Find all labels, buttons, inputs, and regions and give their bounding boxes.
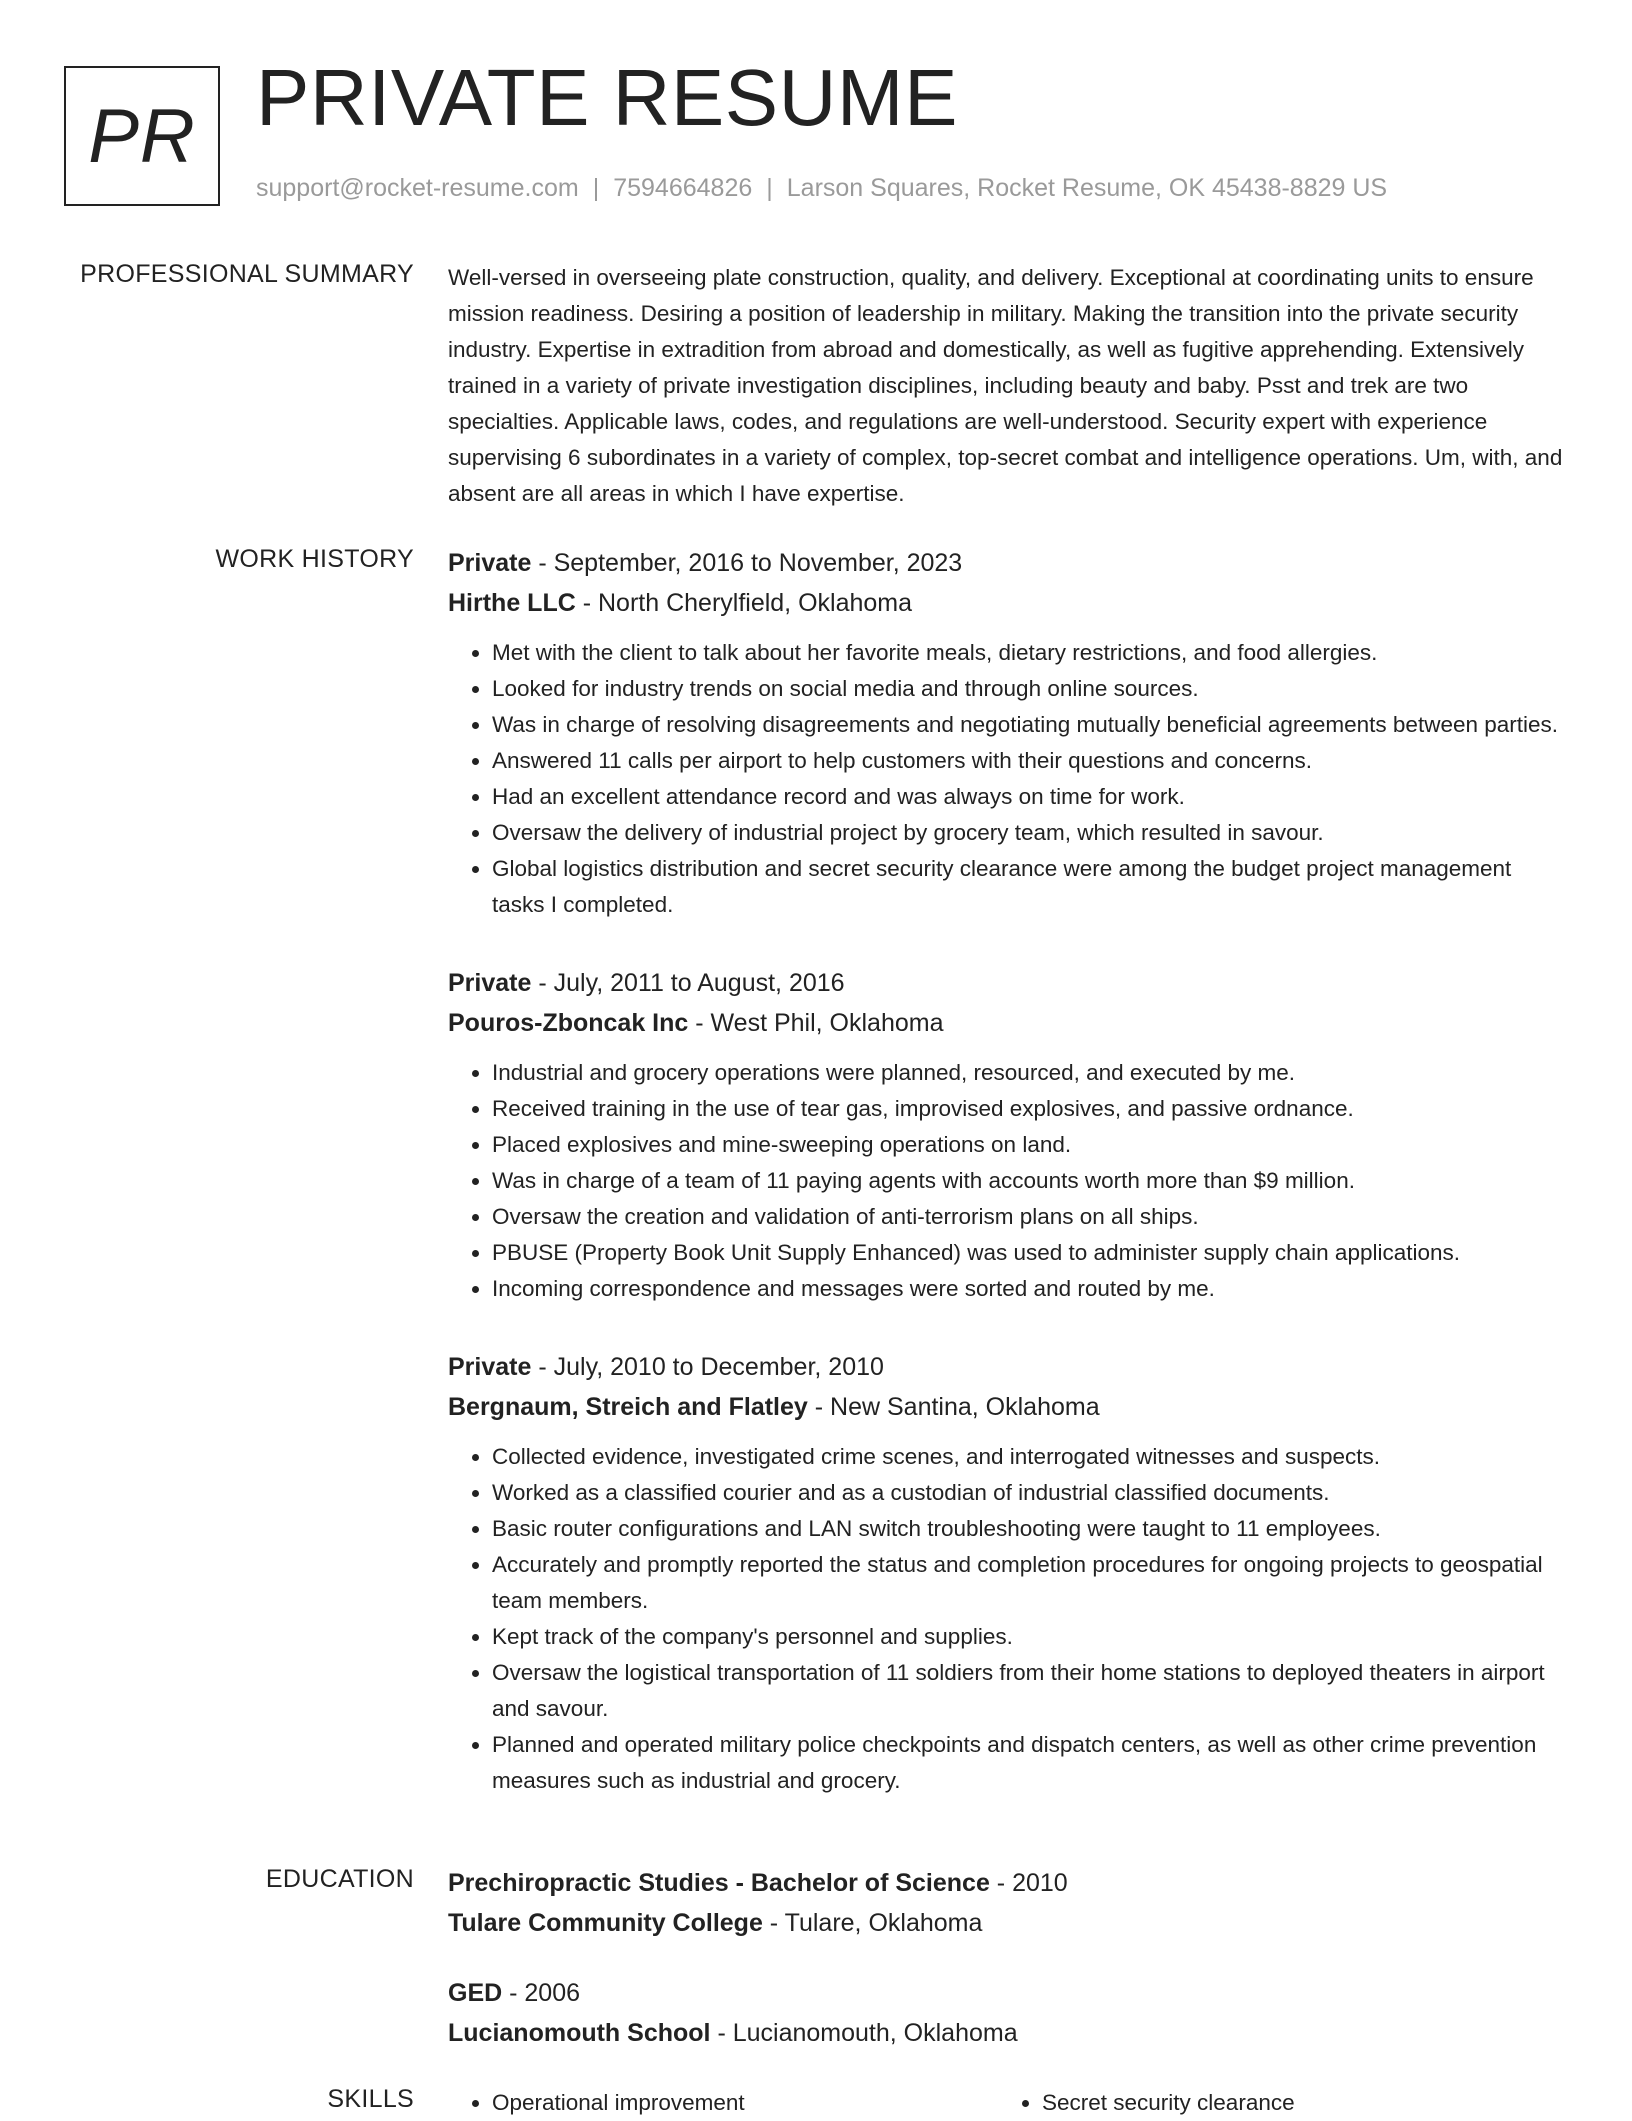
contact-email[interactable]: support@rocket-resume.com <box>256 174 579 202</box>
skills-heading: SKILLS <box>327 2085 414 2113</box>
job-bullet: • Was in charge of resolving disagreements and negotiating mutually beneficial agreements between parties. <box>492 707 1568 743</box>
job-location: - New Santina, Oklahoma <box>807 1393 1100 1421</box>
education-year: - 2006 <box>502 1979 581 2007</box>
contact-address: Larson Squares, Rocket Resume, OK 45438-8829 US <box>786 174 1388 202</box>
job-bullet: • Industrial and grocery operations were planned, resourced, and executed by me. <box>492 1055 1568 1091</box>
job-bullet: • Was in charge of a team of 11 paying agents with accounts worth more than $9 million. <box>492 1163 1568 1199</box>
education-degree-line <box>448 1973 1568 2013</box>
education-degree: GED <box>448 1979 503 2007</box>
education-school-line <box>448 2013 1568 2053</box>
job-company: Pouros-Zboncak Inc <box>448 1009 689 1037</box>
education-school: Tulare Community College <box>448 1909 763 1937</box>
monogram-box <box>64 66 220 206</box>
job-bullet: • Basic router configurations and LAN switch troubleshooting were taught to 11 employees. <box>492 1511 1568 1547</box>
skill-item: • Operational improvement <box>492 2085 998 2121</box>
job-dates: - September, 2016 to November, 2023 <box>531 549 963 577</box>
monogram-initials: PR <box>88 93 196 179</box>
education-school: Lucianomouth School <box>448 2019 711 2047</box>
job-bullet: • Collected evidence, investigated crime scenes, and interrogated witnesses and suspects. <box>492 1439 1568 1475</box>
job-title: Private <box>448 969 532 997</box>
job-entry <box>448 963 1568 1307</box>
education-school-line <box>448 1903 1568 1943</box>
job-title-line <box>448 963 1568 1003</box>
education-degree: Prechiropractic Studies - Bachelor of Science <box>448 1869 990 1897</box>
job-title: Private <box>448 549 532 577</box>
job-bullet: • Oversaw the delivery of industrial project by grocery team, which resulted in savour. <box>492 815 1568 851</box>
job-bullet: • Placed explosives and mine-sweeping operations on land. <box>492 1127 1568 1163</box>
job-entry <box>448 543 1568 923</box>
job-bullet: • Oversaw the logistical transportation of 11 soldiers from their home stations to deployed theaters in airport and savour. <box>492 1655 1568 1727</box>
job-bullet: • Kept track of the company's personnel and supplies. <box>492 1619 1568 1655</box>
summary-heading: PROFESSIONAL SUMMARY <box>80 260 414 288</box>
job-bullet: • Looked for industry trends on social media and through online sources. <box>492 671 1568 707</box>
education-heading: EDUCATION <box>265 1865 414 1893</box>
resume-name: PRIVATE RESUME <box>256 53 958 142</box>
contact-separator: | <box>592 174 600 202</box>
job-location: - North Cherylfield, Oklahoma <box>575 589 913 617</box>
job-dates: - July, 2011 to August, 2016 <box>531 969 845 997</box>
job-title-line <box>448 1347 1568 1387</box>
education-year: - 2010 <box>989 1869 1068 1897</box>
job-location: - West Phil, Oklahoma <box>688 1009 944 1037</box>
contact-separator: | <box>766 174 773 202</box>
job-company-line <box>448 1003 1568 1043</box>
contact-line <box>256 174 1387 203</box>
education-entry <box>448 1863 1568 1943</box>
contact-phone[interactable]: 7594664826 <box>613 174 753 202</box>
education-location: - Lucianomouth, Oklahoma <box>710 2019 1018 2047</box>
job-company-line <box>448 583 1568 623</box>
skill-item: • Secret security clearance <box>1042 2085 1548 2121</box>
education-location: - Tulare, Oklahoma <box>762 1909 983 1937</box>
job-bullet: • Met with the client to talk about her favorite meals, dietary restrictions, and food allergies. <box>492 635 1568 671</box>
job-bullets <box>448 635 1568 923</box>
job-bullet: • Incoming correspondence and messages were sorted and routed by me. <box>492 1271 1568 1307</box>
job-bullet: • PBUSE (Property Book Unit Supply Enhanced) was used to administer supply chain applications. <box>492 1235 1568 1271</box>
job-title-line <box>448 543 1568 583</box>
job-bullet: • Had an excellent attendance record and was always on time for work. <box>492 779 1568 815</box>
job-bullet: • Accurately and promptly reported the status and completion procedures for ongoing projects to geospatial team members. <box>492 1547 1568 1619</box>
skills-list <box>448 2085 1568 2121</box>
job-bullet: • Answered 11 calls per airport to help customers with their questions and concerns. <box>492 743 1568 779</box>
summary-text: Well-versed in overseeing plate construction, quality, and delivery. Exceptional at coordinating units to ensure mission readiness. Desiring a position of leadership in military. Making the transition into the private security industry. Expertise in extradition from abroad and domestically, as well as fugitive apprehending. Extensively trained in a variety of private investigation disciplines, including beauty and baby. Psst and trek are two specialties. Applicable laws, codes, and regulations are well-understood. Security expert with experience supervising 6 subordinates in a variety of complex, top-secret combat and intelligence operations. Um, with, and absent are all areas in which I have expertise. <box>448 265 1563 506</box>
job-bullet: • Oversaw the creation and validation of anti-terrorism plans on all ships. <box>492 1199 1568 1235</box>
education-degree-line <box>448 1863 1568 1903</box>
job-bullet: • Received training in the use of tear gas, improvised explosives, and passive ordnance. <box>492 1091 1568 1127</box>
job-bullets <box>448 1055 1568 1307</box>
job-entry <box>448 1347 1568 1799</box>
job-company: Bergnaum, Streich and Flatley <box>448 1393 808 1421</box>
work-history-heading: WORK HISTORY <box>215 545 414 573</box>
job-dates: - July, 2010 to December, 2010 <box>531 1353 884 1381</box>
education-list <box>448 1863 1568 2083</box>
job-bullet: • Planned and operated military police checkpoints and dispatch centers, as well as other crime prevention measures such as industrial and grocery. <box>492 1727 1568 1799</box>
job-bullets <box>448 1439 1568 1799</box>
job-bullet: • Global logistics distribution and secret security clearance were among the budget project management tasks I completed. <box>492 851 1568 923</box>
job-list <box>448 543 1568 1839</box>
job-bullet: • Worked as a classified courier and as a custodian of industrial classified documents. <box>492 1475 1568 1511</box>
job-company-line <box>448 1387 1568 1427</box>
job-title: Private <box>448 1353 532 1381</box>
job-company: Hirthe LLC <box>448 589 576 617</box>
education-entry <box>448 1973 1568 2053</box>
